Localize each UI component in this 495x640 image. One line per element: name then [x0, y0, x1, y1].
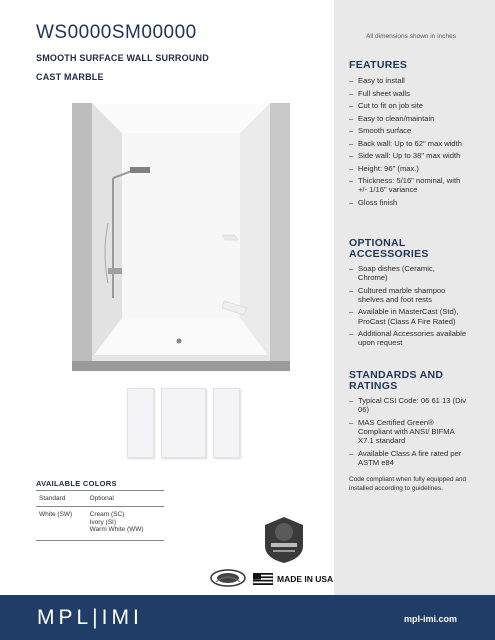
features-heading: FEATURES	[349, 59, 408, 71]
optional-color: Cream (SC)	[89, 511, 125, 518]
code-compliance-note: Code compliant when fully equipped and installed according to guidelines.	[349, 476, 467, 492]
optional-color: Ivory (SI)	[89, 518, 117, 526]
shower-illustration	[72, 103, 290, 371]
standard-item: – Typical CSI Code: 06 61 13 (Div 06)	[349, 396, 471, 414]
product-subtitle: SMOOTH SURFACE WALL SURROUND	[36, 53, 209, 63]
product-material: CAST MARBLE	[36, 72, 104, 82]
table-row	[36, 507, 164, 541]
standard-color: White (SW)	[36, 507, 87, 541]
certification-badge-icon	[263, 516, 305, 564]
back-wall-panel	[161, 388, 206, 458]
feature-item: – Thickness: 5/16" nominal, with +/- 1/16" variance	[349, 176, 469, 194]
column-header-standard: Standard	[36, 491, 87, 507]
made-in-usa-text: MADE IN USA	[277, 574, 334, 584]
side-wall-panel-right	[213, 388, 240, 458]
standards-list	[349, 396, 489, 470]
optional-color: Warm White (WW)	[89, 526, 144, 533]
optional-colors-cell	[87, 507, 164, 541]
product-code-title: WS0000SM00000	[36, 22, 197, 43]
column-header-optional: Optional	[87, 491, 164, 507]
available-colors-heading: AVAILABLE COLORS	[36, 479, 117, 488]
optional-heading-line2: ACCESSORIES	[349, 248, 429, 260]
feature-item: – Side wall: Up to 38" max width	[349, 151, 467, 160]
standard-item: – MAS Certified Green® Compliant with ANSI/ BIFMA X7.1 standard	[349, 418, 461, 446]
accessory-item: – Additional Accessories available upon request	[349, 329, 467, 347]
feature-item: – Gloss finish	[349, 198, 489, 207]
optional-heading-line1: OPTIONAL	[349, 237, 406, 249]
dimensions-note: All dimensions shown in inches	[366, 33, 456, 40]
us-flag-icon	[253, 573, 273, 585]
optional-accessories-list	[349, 264, 489, 351]
made-in-usa-badge	[253, 573, 333, 585]
features-list	[349, 76, 489, 210]
accessory-item: – Available in MasterCast (Std), ProCast (Class A Fire Rated)	[349, 307, 477, 325]
feature-item: – Easy to clean/maintain	[349, 114, 489, 123]
standards-heading-line2: RATINGS	[349, 380, 398, 392]
standards-heading-line1: STANDARDS AND	[349, 369, 444, 381]
feature-item: – Full sheet walls	[349, 89, 489, 98]
feature-item: – Smooth surface	[349, 126, 489, 135]
standards-heading	[349, 370, 443, 392]
accessory-item: – Cultured marble shampoo shelves and foot rests	[349, 286, 471, 304]
product-photo	[72, 103, 290, 371]
table-header-row	[36, 491, 164, 507]
feature-item: – Easy to install	[349, 76, 489, 85]
side-wall-panel-left	[127, 388, 154, 458]
feature-item: – Back wall: Up to 62" max width	[349, 139, 467, 148]
feature-item: – Height: 96" (max.)	[349, 164, 489, 173]
optional-accessories-heading	[349, 238, 429, 260]
standard-item: – Available Class A fire rated per ASTM e84	[349, 449, 467, 467]
accessory-item: – Soap dishes (Ceramic, Chrome)	[349, 264, 461, 282]
brand-logo: MPL|IMI	[37, 606, 143, 629]
website-link[interactable]: mpl-imi.com	[404, 614, 458, 624]
feature-item: – Cut to fit on job site	[349, 101, 489, 110]
colors-table	[36, 490, 164, 541]
compliance-logo-icon	[210, 568, 246, 588]
